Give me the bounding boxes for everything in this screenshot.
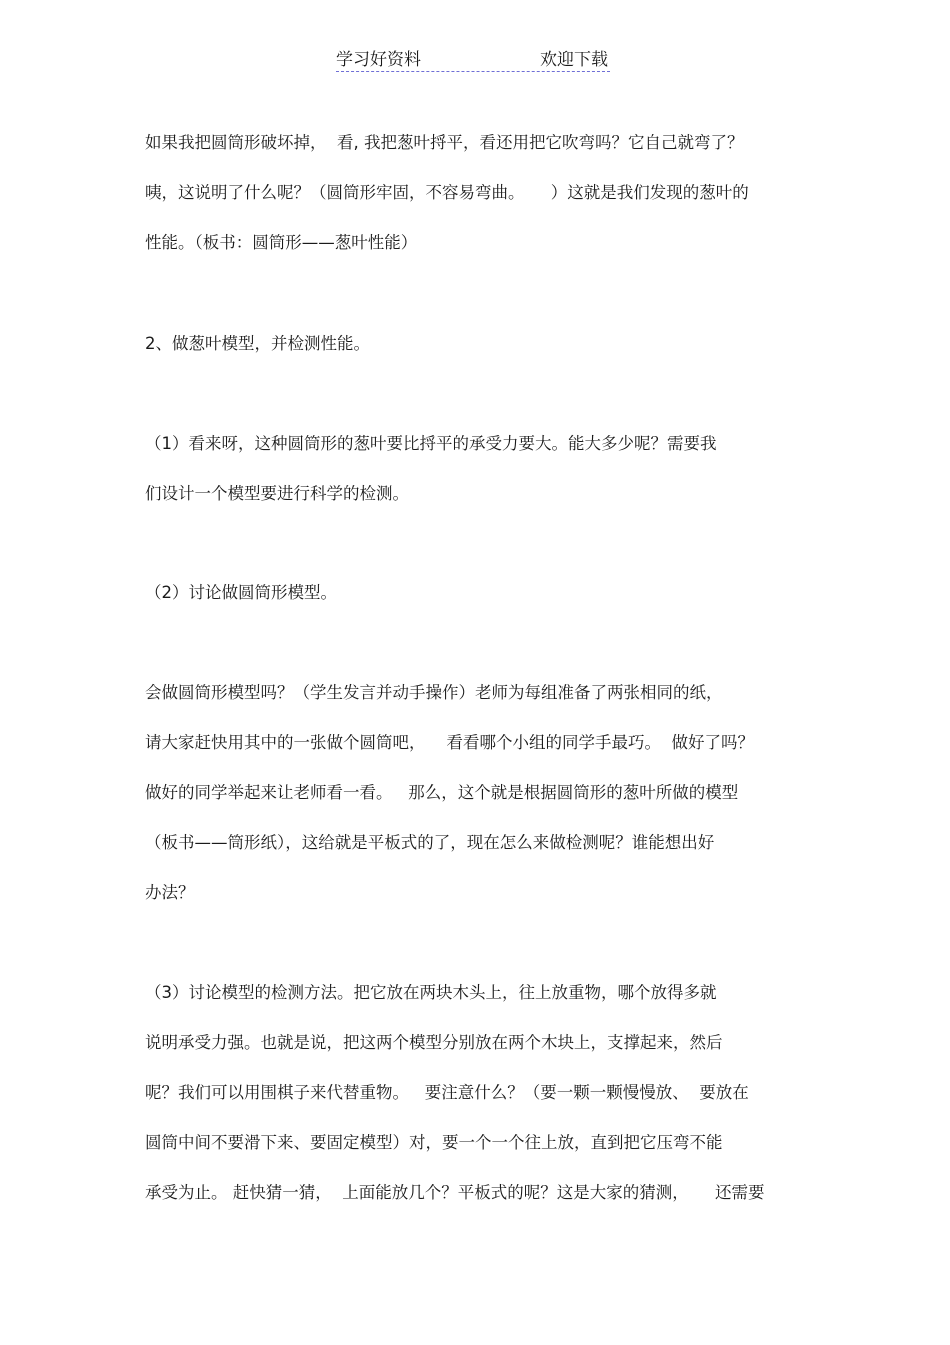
header-right-text: 欢迎下载 bbox=[540, 50, 608, 70]
header-left-text: 学习好资料 bbox=[336, 50, 421, 70]
body-line: （3）讨论模型的检测方法。把它放在两块木头上，往上放重物，哪个放得多就 bbox=[145, 983, 717, 1002]
body-line: 性能。（板书：圆筒形——葱叶性能） bbox=[145, 233, 418, 252]
body-line: 呢？我们可以用围棋子来代替重物。 要注意什么？（要一颗一颗慢慢放、 要放在 bbox=[145, 1083, 749, 1102]
body-line: 做好的同学举起来让老师看一看。 那么，这个就是根据圆筒形的葱叶所做的模型 bbox=[145, 783, 739, 802]
body-line: 2、做葱叶模型，并检测性能。 bbox=[145, 334, 370, 353]
body-line: 请大家赶快用其中的一张做个圆筒吧， 看看哪个小组的同学手最巧。 做好了吗？ bbox=[145, 733, 754, 752]
body-line: （1）看来呀，这种圆筒形的葱叶要比捋平的承受力要大。能大多少呢？需要我 bbox=[145, 434, 717, 453]
body-line: （板书——筒形纸），这给就是平板式的了，现在怎么来做检测呢？谁能想出好 bbox=[145, 833, 715, 852]
body-line: 如果我把圆筒形破坏掉， 看, 我把葱叶捋平，看还用把它吹弯吗？它自己就弯了？ bbox=[145, 133, 744, 152]
body-line: 说明承受力强。也就是说，把这两个模型分别放在两个木块上，支撑起来，然后 bbox=[145, 1033, 723, 1052]
body-line: 咦，这说明了什么呢？（圆筒形牢固，不容易弯曲。 ）这就是我们发现的葱叶的 bbox=[145, 183, 749, 202]
body-line: 会做圆筒形模型吗？（学生发言并动手操作）老师为每组准备了两张相同的纸， bbox=[145, 683, 723, 702]
body-line: 们设计一个模型要进行科学的检测。 bbox=[145, 484, 409, 503]
body-line: 承受为止。 赶快猜一猜， 上面能放几个？平板式的呢？这是大家的猜测， 还需要 bbox=[145, 1183, 765, 1202]
body-line: （2）讨论做圆筒形模型。 bbox=[145, 583, 337, 602]
page-header bbox=[0, 48, 950, 74]
body-line: 圆筒中间不要滑下来、要固定模型）对，要一个一个往上放，直到把它压弯不能 bbox=[145, 1133, 723, 1152]
header-underline bbox=[336, 71, 610, 72]
body-line: 办法？ bbox=[145, 883, 195, 902]
